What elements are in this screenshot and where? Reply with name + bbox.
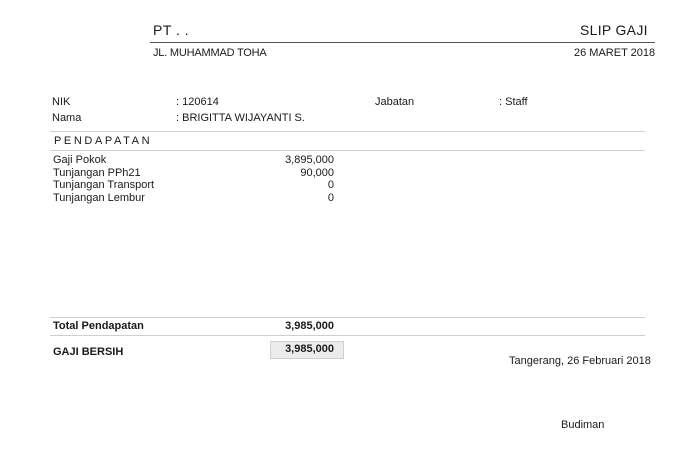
company-name: PT . . xyxy=(153,22,190,38)
income-item-amount: 3,895,000 xyxy=(285,154,334,166)
income-item-label: Tunjangan Transport xyxy=(53,179,155,191)
document-title: SLIP GAJI xyxy=(580,22,648,38)
income-item-amount: 90,000 xyxy=(300,166,334,179)
section-divider-top xyxy=(50,131,645,132)
section-divider-bottom xyxy=(50,150,645,151)
place-date: Tangerang, 26 Februari 2018 xyxy=(509,355,651,367)
header-divider xyxy=(150,42,655,43)
income-item-label: Tunjangan Lembur xyxy=(53,191,145,204)
income-item-amount: 0 xyxy=(327,191,334,204)
slip-date: 26 MARET 2018 xyxy=(574,47,656,59)
income-item-amount: 0 xyxy=(327,179,334,191)
income-item-label: Tunjangan PPh21 xyxy=(53,166,141,179)
nik-label: NIK xyxy=(52,96,71,108)
position-value: : Staff xyxy=(499,96,528,108)
net-salary-value: 3,985,000 xyxy=(285,343,334,355)
total-income-value: 3,985,000 xyxy=(285,320,334,332)
name-label: Nama xyxy=(52,112,82,124)
income-item-label: Gaji Pokok xyxy=(53,154,107,166)
net-salary-label: GAJI BERSIH xyxy=(53,346,124,358)
nik-value: : 120614 xyxy=(176,96,219,108)
name-value: : BRIGITTA WIJAYANTI S. xyxy=(176,112,305,124)
total-divider-top xyxy=(50,317,645,318)
company-address: JL. MUHAMMAD TOHA xyxy=(153,47,267,59)
position-label: Jabatan xyxy=(375,96,415,108)
total-income-label: Total Pendapatan xyxy=(53,320,144,332)
income-section-title: PENDAPATAN xyxy=(54,135,153,147)
signatory-name: Budiman xyxy=(561,419,605,431)
total-divider-bottom xyxy=(50,335,645,336)
